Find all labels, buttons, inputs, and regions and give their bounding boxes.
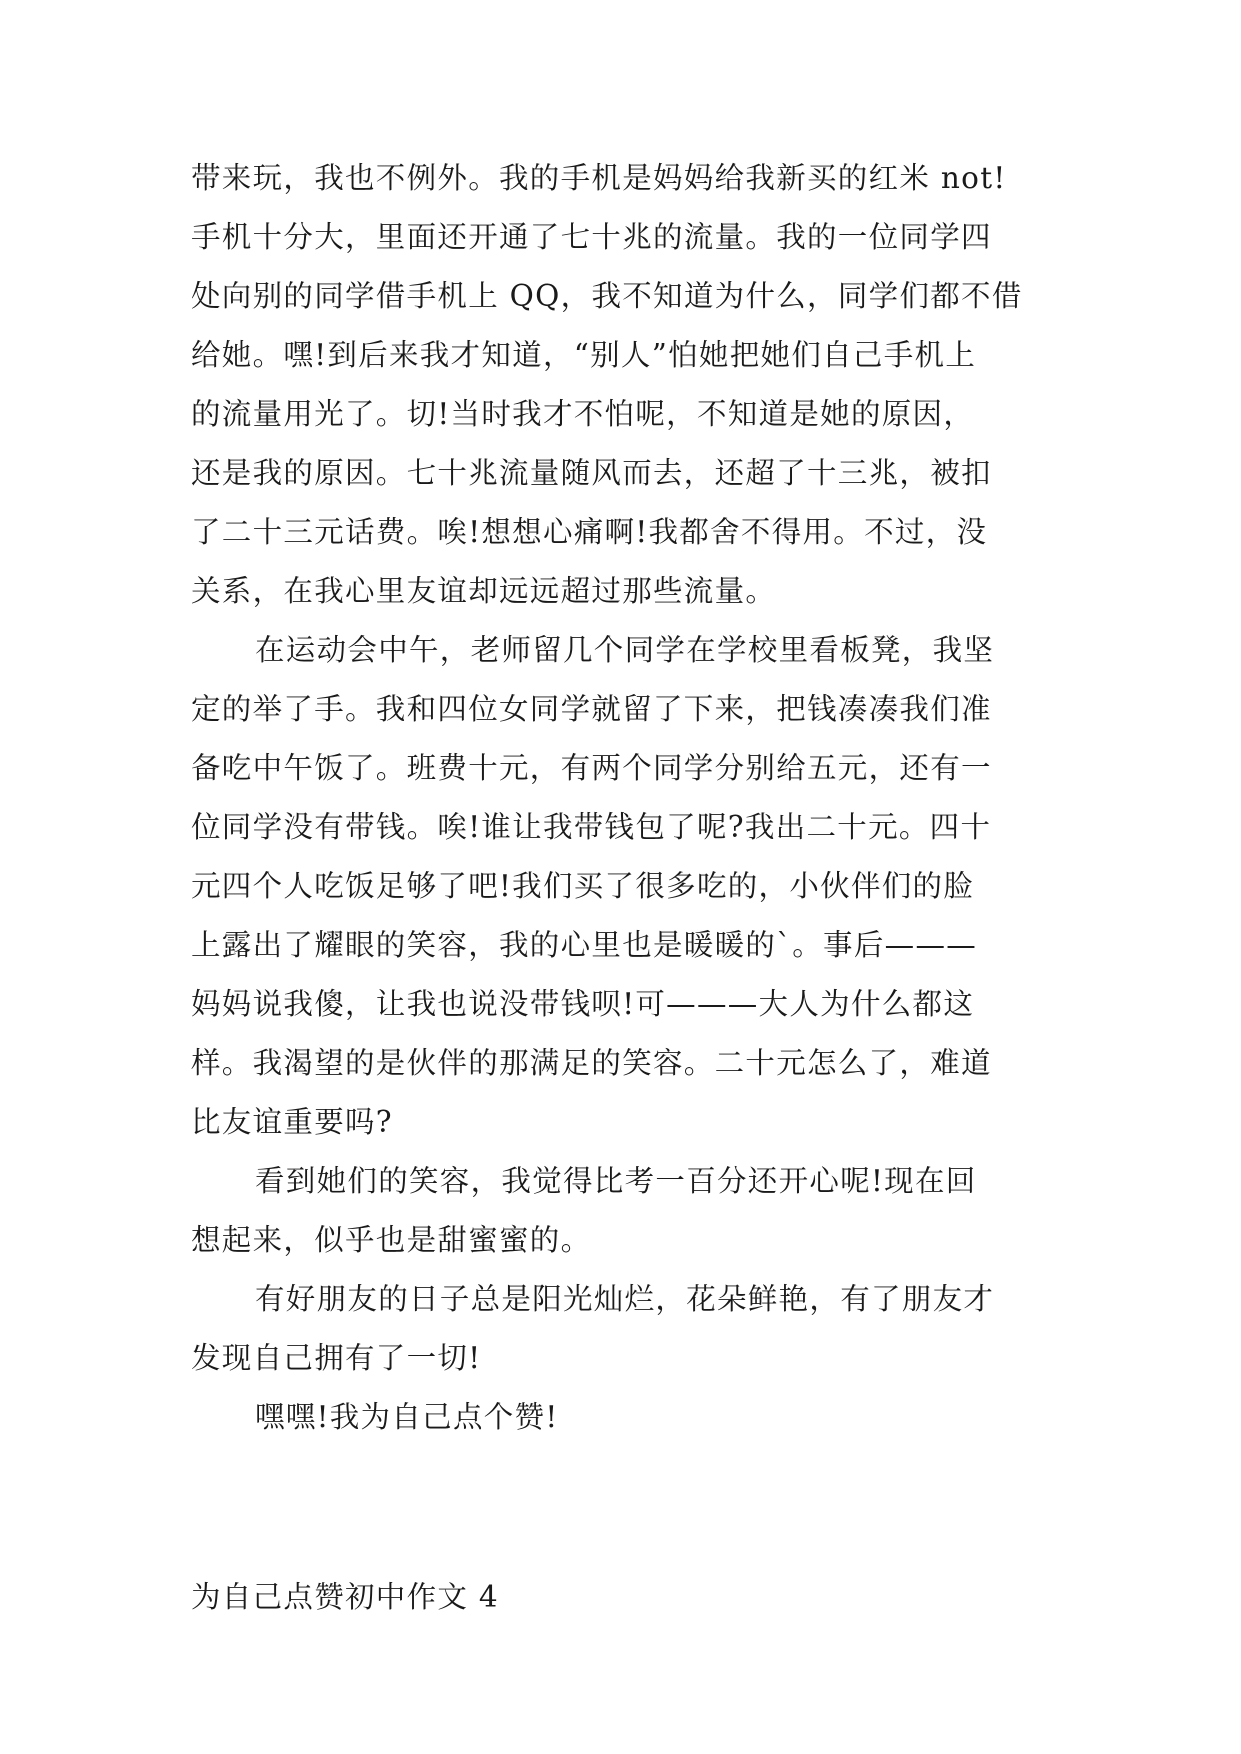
essay-line: 嘿嘿!我为自己点个赞! xyxy=(255,1400,559,1434)
essay-line: 给她。嘿!到后来我才知道，“别人”怕她把她们自己手机上 xyxy=(191,338,977,372)
essay-line: 有好朋友的日子总是阳光灿烂，花朵鲜艳，有了朋友才 xyxy=(255,1282,995,1316)
essay-line: 上露出了耀眼的笑容，我的心里也是暖暖的`。事后——— xyxy=(191,928,978,962)
essay-line: 了二十三元话费。唉!想想心痛啊!我都舍不得用。不过，没 xyxy=(191,515,988,549)
essay-line: 在运动会中午，老师留几个同学在学校里看板凳，我坚 xyxy=(255,633,995,667)
essay-line: 位同学没有带钱。唉!谁让我带钱包了呢?我出二十元。四十 xyxy=(191,810,992,844)
essay-line: 还是我的原因。七十兆流量随风而去，还超了十三兆，被扣 xyxy=(191,456,992,490)
essay-line: 想起来，似乎也是甜蜜蜜的。 xyxy=(191,1223,592,1257)
essay-line: 带来玩，我也不例外。我的手机是妈妈给我新买的红米 not! xyxy=(191,161,1007,195)
essay-line: 妈妈说我傻，让我也说没带钱呗!可———大人为什么都这 xyxy=(191,987,975,1021)
essay-line: 关系，在我心里友谊却远远超过那些流量。 xyxy=(191,574,777,608)
essay-line: 定的举了手。我和四位女同学就留了下来，把钱凑凑我们准 xyxy=(191,692,992,726)
essay-line: 发现自己拥有了一切! xyxy=(191,1341,482,1375)
essay-line: 的流量用光了。切!当时我才不怕呢，不知道是她的原因， xyxy=(191,397,975,431)
essay-line: 比友谊重要吗? xyxy=(191,1105,393,1139)
essay-heading: 为自己点赞初中作文 4 xyxy=(191,1580,499,1614)
essay-line: 处向别的同学借手机上 QQ，我不知道为什么，同学们都不借 xyxy=(191,279,1023,313)
essay-line: 备吃中午饭了。班费十元，有两个同学分别给五元，还有一 xyxy=(191,751,992,785)
essay-line: 手机十分大，里面还开通了七十兆的流量。我的一位同学四 xyxy=(191,220,992,254)
essay-line: 样。我渴望的是伙伴的那满足的笑容。二十元怎么了，难道 xyxy=(191,1046,992,1080)
essay-line: 元四个人吃饭足够了吧!我们买了很多吃的，小伙伴们的脸 xyxy=(191,869,975,903)
essay-line: 看到她们的笑容，我觉得比考一百分还开心呢!现在回 xyxy=(255,1164,977,1198)
